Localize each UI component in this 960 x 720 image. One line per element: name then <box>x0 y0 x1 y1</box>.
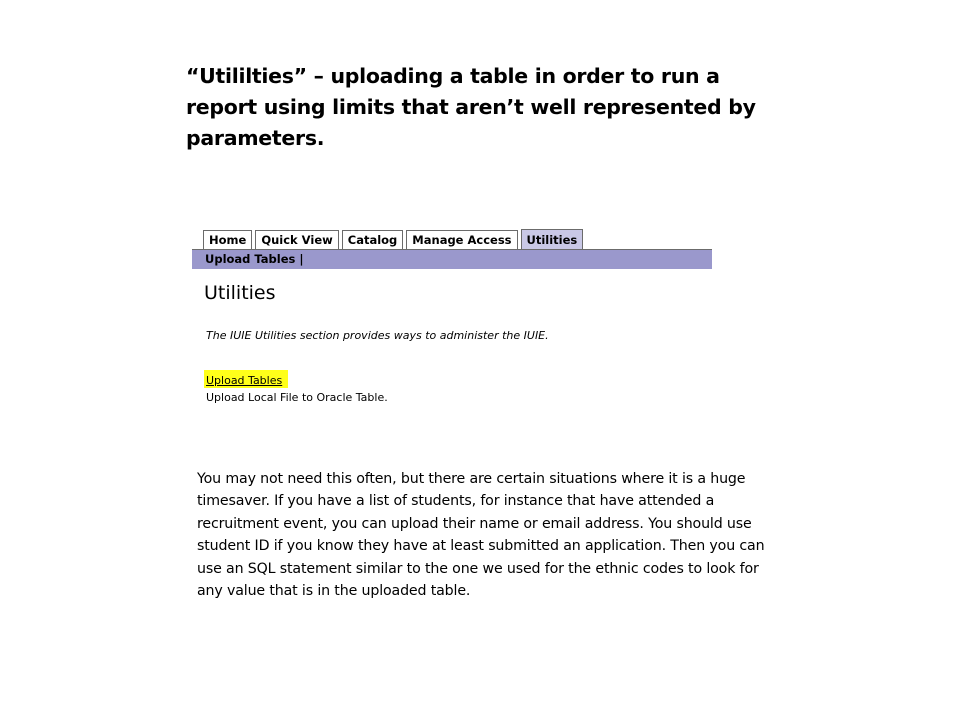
slide-title: “Utililties” – uploading a table in order to run a report using limits that aren’t well represented by parameters. <box>186 64 756 150</box>
tab-manage-access[interactable]: Manage Access <box>406 230 517 250</box>
utilities-screenshot <box>192 228 712 418</box>
section-description: The IUIE Utilities section provides ways to administer the IUIE. <box>206 329 549 342</box>
tab-home[interactable]: Home <box>203 230 252 250</box>
tab-utilities[interactable]: Utilities <box>521 229 584 250</box>
subnav-bar <box>192 250 712 269</box>
tab-bar <box>203 229 586 250</box>
slide-body-text: You may not need this often, but there are certain situations where it is a huge timesaver. If you have a list of students, for instance that have attended a recruitment event, you can upload their name or email address. You should use student ID if you know they have at least submitted an application. Then you can use an SQL statement similar to the one we used for the ethnic codes to look for any value that is in the uploaded table. <box>197 471 765 600</box>
upload-tables-link[interactable]: Upload Tables <box>204 370 288 388</box>
subnav-row <box>205 250 304 269</box>
subnav-separator: | <box>299 252 304 266</box>
upload-tables-description: Upload Local File to Oracle Table. <box>206 391 388 404</box>
tab-catalog[interactable]: Catalog <box>342 230 404 250</box>
tab-quick-view[interactable]: Quick View <box>255 230 338 250</box>
subnav-upload-tables-link[interactable]: Upload Tables <box>205 252 296 266</box>
page-heading: Utilities <box>204 282 276 304</box>
